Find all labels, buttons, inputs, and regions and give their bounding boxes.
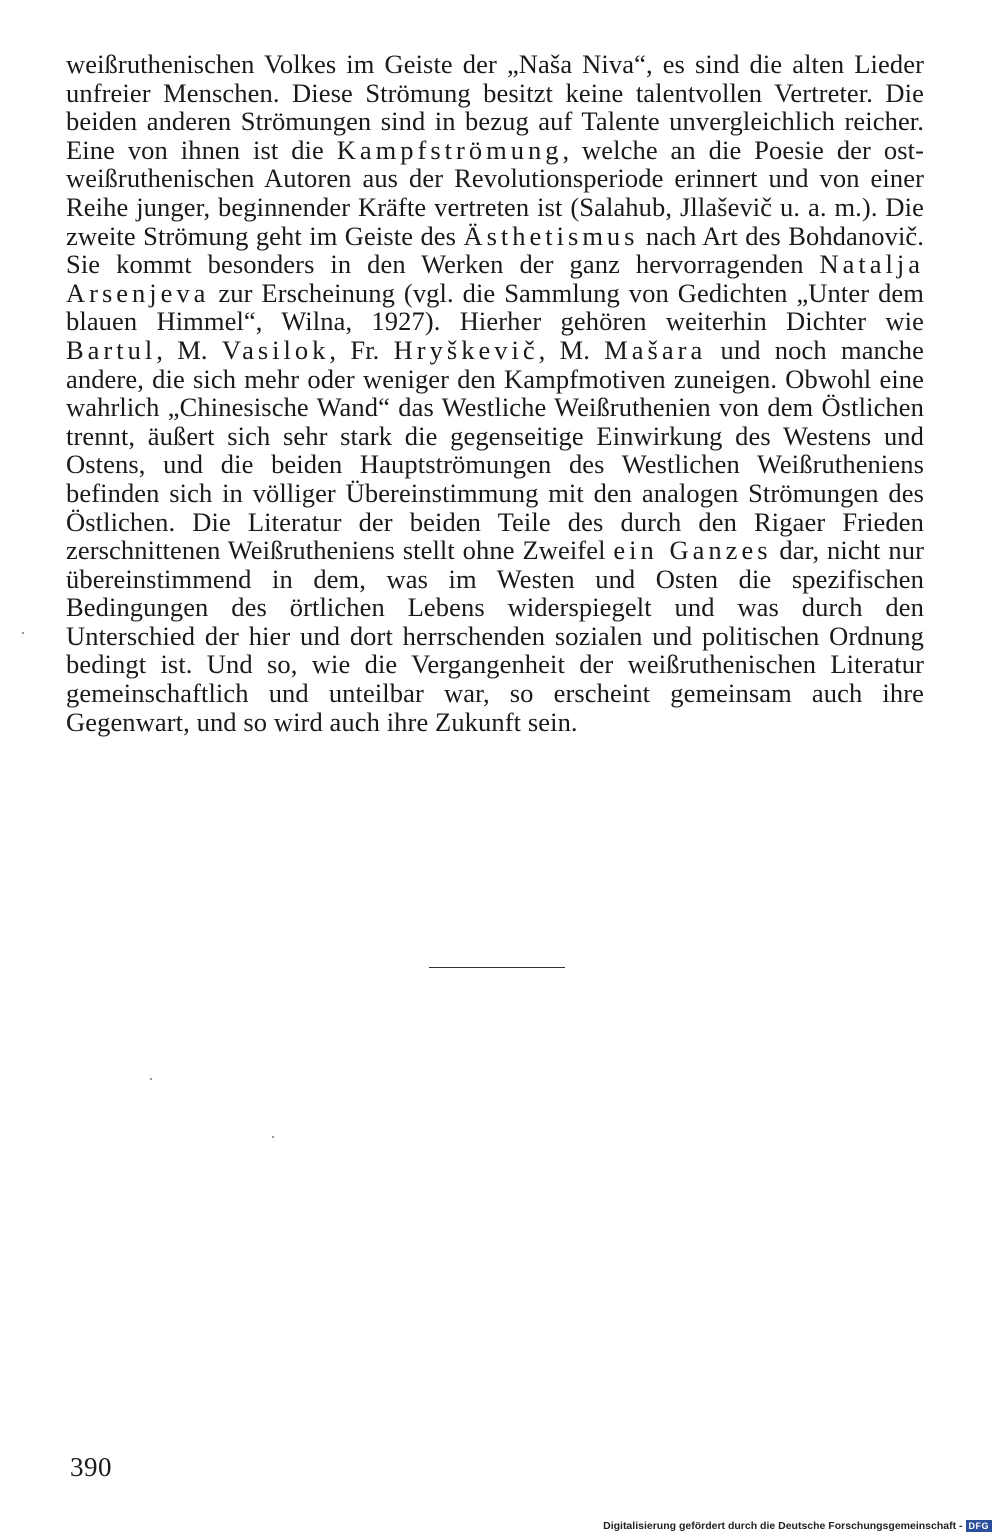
text-run: , welche an die Poesie der ost-weißruthenischen Autoren aus der Revolutionsperiode erinnert und von einer Reihe junger, beginnender Kräfte vertreten ist (Salahub, Jllaševič u. a. m.). Die zweite Strömung geht im Geiste des bbox=[66, 134, 924, 251]
page-number: 390 bbox=[70, 1452, 112, 1482]
text-run: und noch manche andere, die sich mehr oder weniger den Kampfmotiven zuneigen. Obwohl eine wahrlich „Chinesische Wand“ das Westliche Weißruthenien von dem Östlichen trennt, äußert sich sehr stark die gegenseitige Einwirkung des Westens und Ostens, und die beiden Hauptströmungen des Westlichen Weißrutheniens befinden sich in völliger Übereinstimmung mit den analogen Strömungen des Östlichen. Die Literatur der beiden Teile des durch den Rigaer Frieden zerschnittenen Weißrutheniens stellt ohne Zweifel bbox=[66, 334, 924, 566]
text-run: , M. bbox=[538, 334, 605, 365]
spaced-term: Kampfströmung bbox=[336, 134, 563, 165]
scan-speck bbox=[272, 1136, 274, 1138]
spaced-term: ein Ganzes bbox=[613, 535, 772, 566]
dfg-logo: DFG bbox=[966, 1520, 993, 1532]
scan-speck bbox=[150, 1078, 152, 1080]
text-run: dar, nicht nur übereinstimmend in dem, was im Westen und Osten die spezifischen Bedingungen des örtlichen Lebens widerspiegelt und was durch den Unterschied der hier und dort herrschenden sozialen und politischen Ordnung bedingt ist. Und so, wie die Vergangenheit der weißruthenischen Literatur gemeinschaftlich und unteilbar war, so erscheint gemeinsam auch ihre Gegenwart, und so wird auch ihre Zukunft sein. bbox=[66, 535, 924, 737]
body-paragraph bbox=[66, 50, 924, 736]
spaced-term: Ästhetismus bbox=[463, 220, 639, 251]
text-run: , Fr. bbox=[329, 334, 394, 365]
section-separator-rule bbox=[429, 967, 565, 968]
text-run: zur Erscheinung (vgl. die Sammlung von Gedichten „Unter dem blauen Himmel“, Wilna, 1927). Hierher gehören weiterhin Dichter wie bbox=[66, 277, 924, 337]
digitization-footer bbox=[603, 1520, 992, 1532]
text-run: nach Art des Bohdanovič. Sie kommt besonders in den Werken der ganz hervorragenden bbox=[66, 220, 924, 280]
text-run: weißruthenischen Volkes im Geiste der „Naša Niva“, es sind die alten Lieder unfreier Menschen. Diese Strömung besitzt keine talentvollen Vertreter. Die beiden anderen Strömungen sind in bezug auf Talente unvergleichlich reicher. Eine von ihnen ist die bbox=[66, 49, 924, 165]
footer-credit-text: Digitalisierung gefördert durch die Deutsche Forschungsgemeinschaft - bbox=[603, 1520, 963, 1532]
spaced-name: Natalja Arsenjeva bbox=[66, 249, 924, 308]
spaced-name: Mašara bbox=[604, 334, 707, 365]
spaced-name: Vasilok bbox=[221, 334, 330, 365]
spaced-name: Bartul bbox=[66, 334, 157, 365]
scan-speck bbox=[22, 632, 24, 634]
spaced-name: Hryškevič bbox=[393, 334, 539, 365]
text-run: , M. bbox=[156, 334, 222, 365]
